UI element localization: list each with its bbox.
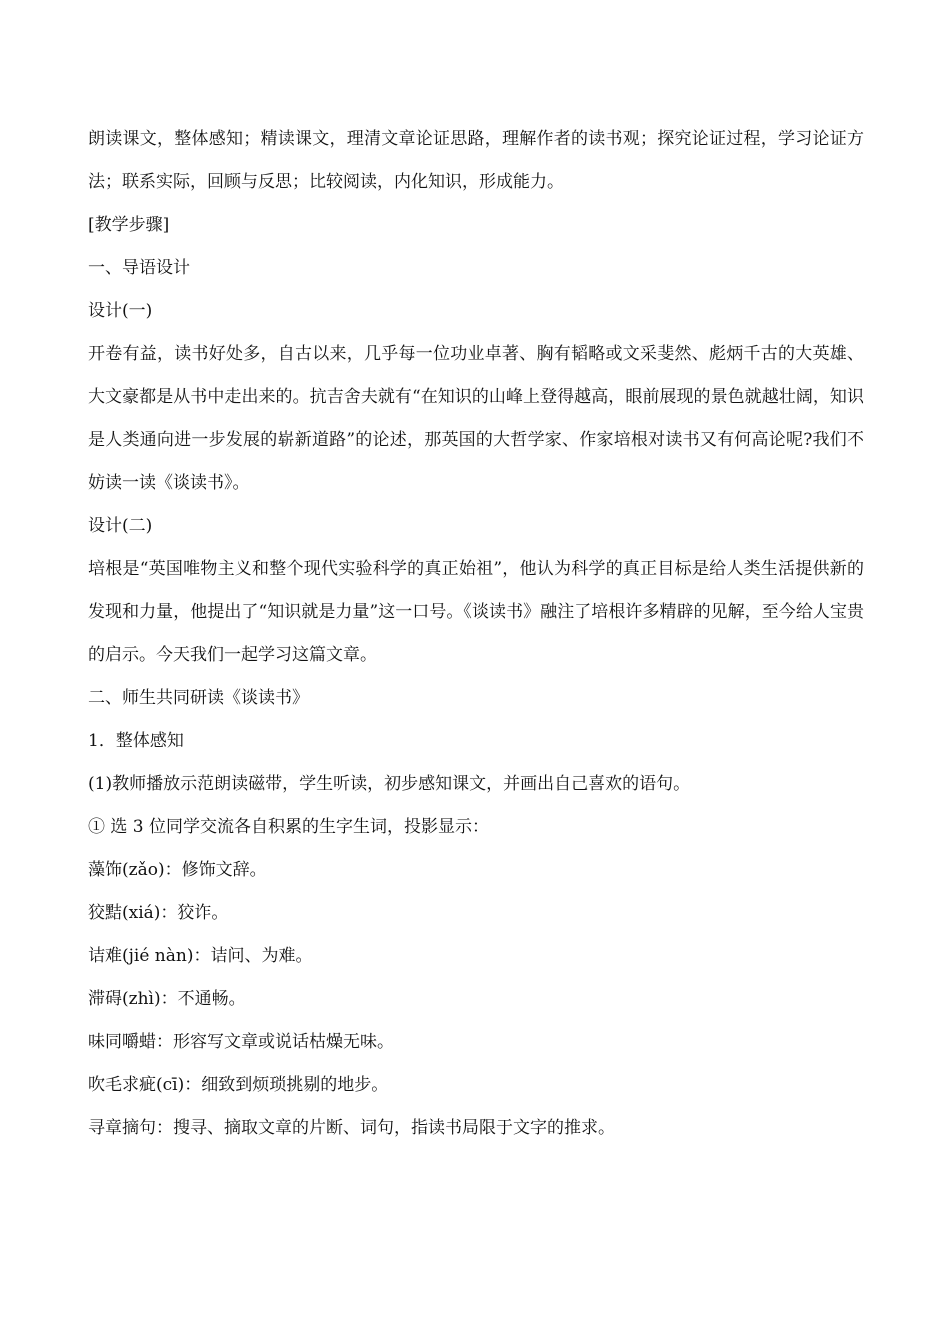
vocab-item: 诘难(jié nàn)：诘问、为难。 bbox=[88, 946, 313, 966]
vocab-item: 滞碍(zhì)：不通畅。 bbox=[88, 989, 246, 1009]
section-heading-reading: 二、师生共同研读《谈读书》 bbox=[88, 688, 309, 708]
vocab-item: 寻章摘句：搜寻、摘取文章的片断、词句，指读书局限于文字的推求。 bbox=[88, 1118, 615, 1138]
document-page bbox=[88, 118, 864, 1150]
subheading-design-1: 设计(一) bbox=[88, 301, 153, 321]
vocab-item: 狡黠(xiá)：狡诈。 bbox=[88, 903, 229, 923]
objectives-paragraph: 朗读课文，整体感知；精读课文，理清文章论证思路，理解作者的读书观；探究论证过程，学习论证方法；联系实际，回顾与反思；比较阅读，内化知识，形成能力。 bbox=[88, 129, 864, 192]
design-2-paragraph: 培根是“英国唯物主义和整个现代实验科学的真正始祖”，他认为科学的真正目标是给人类生活提供新的发现和力量，他提出了“知识就是力量”这一口号。《谈读书》融注了培根许多精辟的见解，至今给人宝贵的启示。今天我们一起学习这篇文章。 bbox=[88, 559, 864, 665]
subheading-overall-perception: 1．整体感知 bbox=[88, 731, 184, 751]
design-1-paragraph: 开卷有益，读书好处多，自古以来，几乎每一位功业卓著、胸有韬略或文采斐然、彪炳千古的大英雄、大文豪都是从书中走出来的。抗吉舍夫就有“在知识的山峰上登得越高，眼前展现的景色就越壮阔，知识是人类通向进一步发展的崭新道路”的论述，那英国的大哲学家、作家培根对读书又有何高论呢?我们不妨读一读《谈读书》。 bbox=[88, 344, 864, 493]
vocab-item: 味同嚼蜡：形容写文章或说话枯燥无味。 bbox=[88, 1032, 394, 1052]
section-heading-intro: 一、导语设计 bbox=[88, 258, 190, 278]
step-listen-paragraph: (1)教师播放示范朗读磁带，学生听读，初步感知课文，并画出自己喜欢的语句。 bbox=[88, 774, 691, 794]
vocab-item: 藻饰(zǎo)：修饰文辞。 bbox=[88, 860, 267, 880]
subheading-design-2: 设计(二) bbox=[88, 516, 153, 536]
vocab-item: 吹毛求疵(cī)：细致到烦琐挑剔的地步。 bbox=[88, 1075, 389, 1095]
section-heading-steps: [教学步骤] bbox=[88, 215, 170, 235]
step-vocabulary-paragraph: ① 选 3 位同学交流各自积累的生字生词，投影显示： bbox=[88, 817, 490, 837]
